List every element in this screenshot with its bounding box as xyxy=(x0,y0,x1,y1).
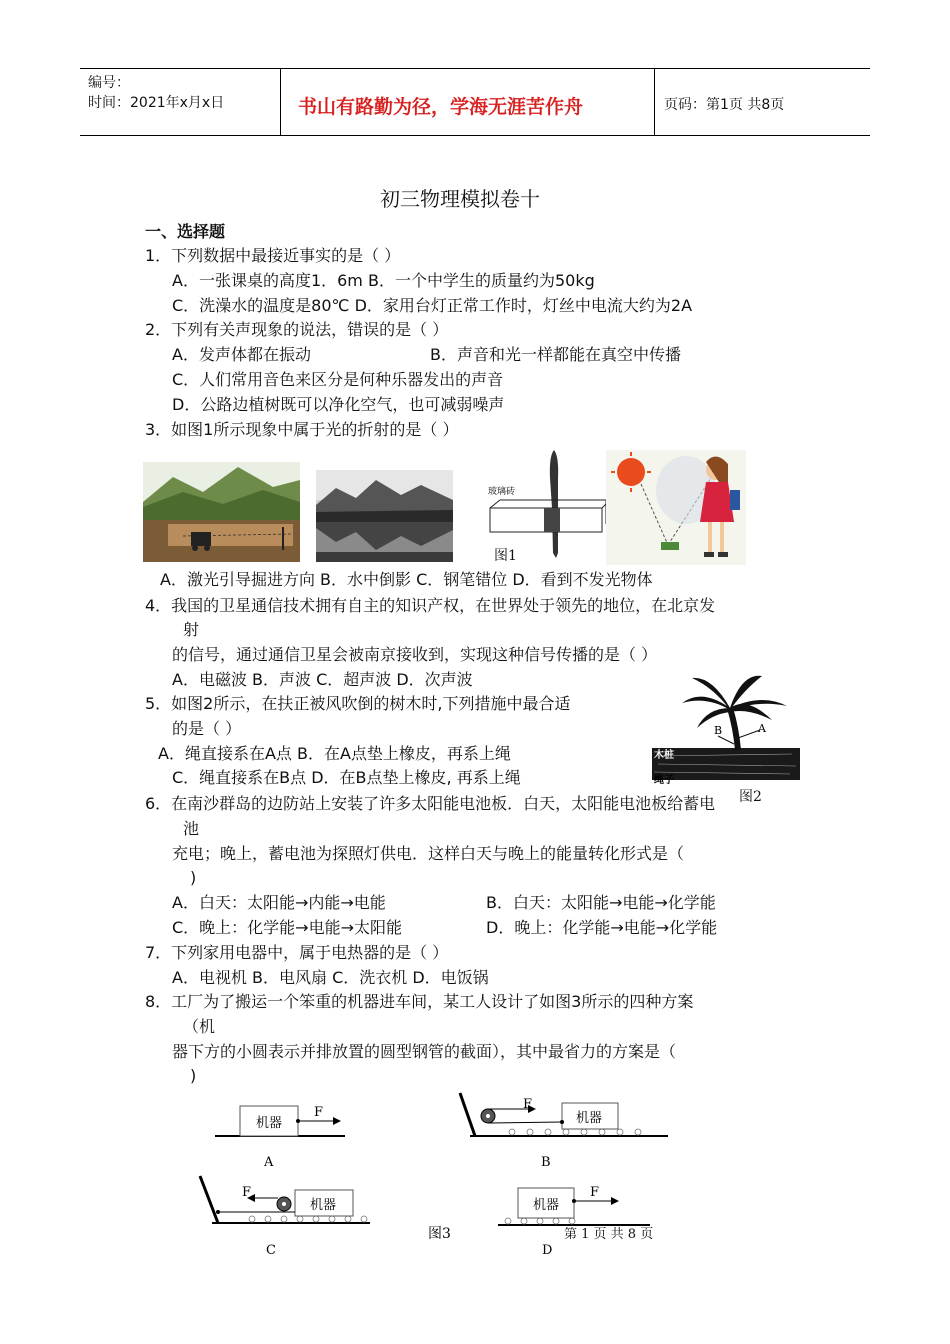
fig3-scheme-c xyxy=(200,1176,370,1258)
q5-options-line2: C．绳直接系在B点 D．在B点垫上橡皮, 再系上绳 xyxy=(172,768,521,787)
q5-stem-line1: 5．如图2所示，在扶正被风吹倒的树木时,下列措施中最合适 xyxy=(145,694,571,713)
fig3-c-machine: 机器 xyxy=(310,1198,337,1213)
header-divider-2 xyxy=(654,68,655,136)
header-date: 时间：2021年x月x日 xyxy=(88,95,225,111)
q6-option-a: A．白天：太阳能→内能→电能 xyxy=(172,893,386,912)
header-top-border xyxy=(80,68,870,69)
fig1-glass-label: 玻璃砖 xyxy=(488,487,516,497)
fig3-scheme-a xyxy=(215,1105,345,1170)
fig2-tree-diagram xyxy=(652,668,802,793)
q6-stem-line3: 充电；晚上，蓄电池为探照灯供电．这样白天与晚上的能量转化形式是（ xyxy=(172,844,685,863)
q3-options: A．激光引导掘进方向 B．水中倒影 C．钢笔错位 D．看到不发光物体 xyxy=(160,570,653,589)
header-page: 页码：第1页 共8页 xyxy=(664,97,785,113)
page-title: 初三物理模拟卷十 xyxy=(380,187,540,211)
fig2-label-a: A xyxy=(758,722,766,735)
page-footer: 第 1 页 共 8 页 xyxy=(564,1227,654,1242)
q6-stem-line1: 6．在南沙群岛的边防站上安装了许多太阳能电池板．白天，太阳能电池板给蓄电 xyxy=(145,794,716,813)
fig3-b-force: F xyxy=(523,1097,533,1112)
q1-options-line1: A．一张课桌的高度1．6m B．一个中学生的质量约为50kg xyxy=(172,271,595,290)
fig1-tunnel-image xyxy=(143,462,300,562)
q6-option-d: D．晚上：化学能→电能→化学能 xyxy=(486,918,718,937)
fig2-label-stake: 木桩 xyxy=(654,750,674,761)
fig2-label: 图2 xyxy=(739,789,762,805)
q6-option-c: C．晚上：化学能→电能→太阳能 xyxy=(172,918,402,937)
header-serial: 编号： xyxy=(88,75,130,91)
q4-options: A．电磁波 B．声波 C．超声波 D．次声波 xyxy=(172,670,473,689)
fig2-label-b: B xyxy=(714,724,723,737)
fig3-c-label: C xyxy=(266,1243,276,1258)
fig3-label: 图3 xyxy=(428,1226,451,1242)
q2-option-c: C．人们常用音色来区分是何种乐器发出的声音 xyxy=(172,370,504,389)
fig1-label: 图1 xyxy=(494,548,517,564)
fig2-label-rope: 绳子 xyxy=(654,775,674,786)
fig3-c-force: F xyxy=(242,1185,252,1200)
fig3-b-label: B xyxy=(541,1155,551,1170)
header-bottom-border xyxy=(80,135,870,136)
fig3-d-force: F xyxy=(590,1185,600,1200)
q8-stem-line3: 器下方的小圆表示并排放置的圆型钢管的截面），其中最省力的方案是（ xyxy=(172,1042,677,1061)
fig3-b-machine: 机器 xyxy=(576,1111,603,1126)
q2-option-b: B．声音和光一样都能在真空中传播 xyxy=(430,345,681,364)
q6-option-b: B．白天：太阳能→电能→化学能 xyxy=(486,893,716,912)
fig1-girl-sun-image xyxy=(606,450,746,565)
section-heading: 一、选择题 xyxy=(145,222,226,241)
q1-stem: 1．下列数据中最接近事实的是（ ） xyxy=(145,246,401,265)
fig1-pen-glass-image xyxy=(486,448,606,560)
q8-stem-line4: ) xyxy=(190,1066,197,1085)
q1-options-line2: C．洗澡水的温度是80℃ D．家用台灯正常工作时，灯丝中电流大约为2A xyxy=(172,296,693,315)
fig3-d-machine: 机器 xyxy=(533,1198,560,1213)
q4-stem-line1: 4．我国的卫星通信技术拥有自主的知识产权，在世界处于领先的地位，在北京发 xyxy=(145,596,716,615)
q8-stem-line1: 8．工厂为了搬运一个笨重的机器进车间，某工人设计了如图3所示的四种方案 xyxy=(145,992,694,1011)
q7-options: A．电视机 B．电风扇 C．洗衣机 D．电饭锅 xyxy=(172,968,489,987)
q2-stem: 2．下列有关声现象的说法，错误的是（ ） xyxy=(145,320,449,339)
q4-stem-line2: 射 xyxy=(183,620,200,639)
fig1-lake-reflection-image xyxy=(316,470,453,562)
q5-options-line1: A．绳直接系在A点 B．在A点垫上橡皮，再系上绳 xyxy=(158,744,511,763)
q4-stem-line3: 的信号，通过通信卫星会被南京接收到，实现这种信号传播的是（ ） xyxy=(172,645,658,664)
q6-stem-line4: ) xyxy=(190,868,197,887)
q2-option-a: A．发声体都在振动 xyxy=(172,345,311,364)
q2-option-d: D．公路边植树既可以净化空气，也可减弱噪声 xyxy=(172,395,505,414)
fig3-a-machine: 机器 xyxy=(256,1116,283,1131)
fig3-a-force: F xyxy=(314,1105,324,1120)
fig3-scheme-b xyxy=(460,1093,668,1170)
fig3-scheme-d xyxy=(498,1185,650,1258)
q8-stem-line2: （机 xyxy=(183,1017,216,1036)
q6-stem-line2: 池 xyxy=(183,819,200,838)
header-motto: 书山有路勤为径，学海无涯苦作舟 xyxy=(298,96,584,118)
header-divider-1 xyxy=(280,68,281,136)
fig3-d-label: D xyxy=(542,1243,553,1258)
q7-stem: 7．下列家用电器中，属于电热器的是（ ） xyxy=(145,943,449,962)
q3-stem: 3．如图1所示现象中属于光的折射的是（ ） xyxy=(145,420,459,439)
fig3-a-label: A xyxy=(264,1155,274,1170)
q5-stem-line2: 的是（ ） xyxy=(172,719,242,738)
